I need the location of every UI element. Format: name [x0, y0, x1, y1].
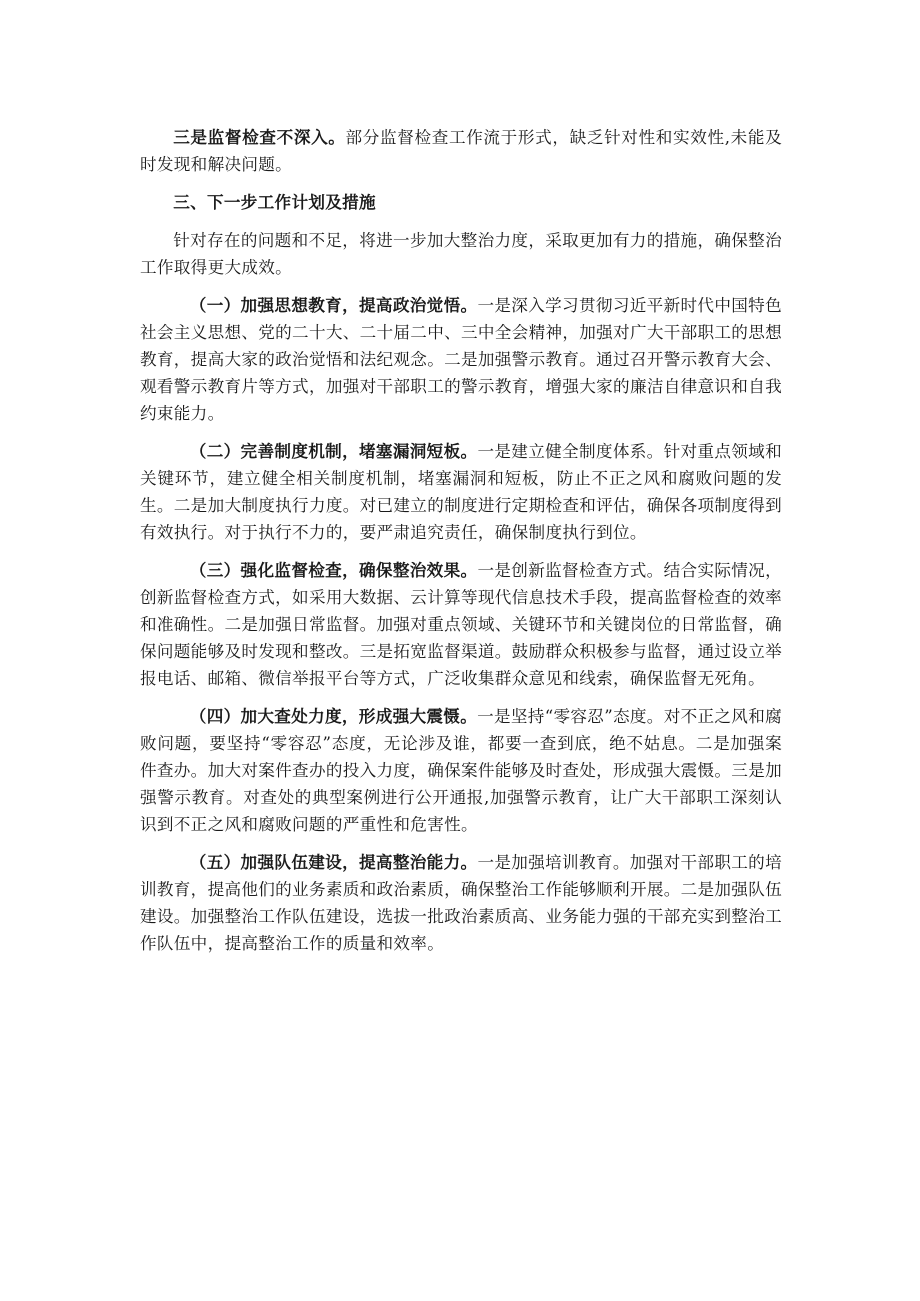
- document-body: [140, 124, 782, 968]
- paragraph-lead: 三是监督检查不深入。: [173, 127, 346, 147]
- measure-paragraph-2: [140, 438, 782, 546]
- measure-paragraph-4: [140, 703, 782, 838]
- paragraph-text: 部分监督检查工作流于形式，缺乏针对性和实效性,未能及时发现和解决问题。: [140, 128, 783, 174]
- measure-paragraph-3: [140, 557, 782, 692]
- paragraph-lead: （五）加强队伍建设，提高整治能力。: [189, 852, 478, 872]
- paragraph-text: 一是坚持“零容忍”态度。对不正之风和腐败问题，要坚持“零容忍”态度，无论涉及谁，都要一查到底，绝不姑息。二是加强案件查办。加大对案件查办的投入力度，确保案件能够及时查处，形成强大震慑。三是加强警示教育。对查处的典型案例进行公开通报,加强警示教育，让广大干部职工深刻认识到不正之风和腐败问题的严重性和危害性。: [140, 707, 782, 834]
- paragraph-text: 一是建立健全制度体系。针对重点领域和关键环节，建立健全相关制度机制，堵塞漏洞和短板，防止不正之风和腐败问题的发生。二是加大制度执行力度。对已建立的制度进行定期检查和评估，确保各项制度得到有效执行。对于执行不力的，要严肃追究责任，确保制度执行到位。: [140, 442, 782, 542]
- measure-paragraph-1: [140, 292, 782, 427]
- paragraph-text: 一是加强培训教育。加强对干部职工的培训教育，提高他们的业务素质和政治素质，确保整治工作能够顺利开展。二是加强队伍建设。加强整治工作队伍建设，选拔一批政治素质高、业务能力强的干部充实到整治工作队伍中，提高整治工作的质量和效率。: [140, 853, 782, 953]
- paragraph-text: 一是深入学习贯彻习近平新时代中国特色社会主义思想、党的二十大、二十届二中、三中全会精神，加强对广大干部职工的思想教育，提高大家的政治觉悟和法纪观念。二是加强警示教育。通过召开警示教育大会、观看警示教育片等方式，加强对干部职工的警示教育，增强大家的廉洁自律意识和自我约束能力。: [140, 296, 782, 423]
- section-intro: 针对存在的问题和不足，将进一步加大整治力度，采取更加有力的措施，确保整治工作取得更大成效。: [140, 231, 782, 277]
- measure-paragraph-5: [140, 849, 782, 957]
- paragraph-lead: （四）加大查处力度，形成强大震慑。: [189, 706, 478, 726]
- paragraph-text: 一是创新监督检查方式。结合实际情况，创新监督检查方式，如采用大数据、云计算等现代信息技术手段，提高监督检查的效率和准确性。二是加强日常监督。加强对重点领域、关键环节和关键岗位的日常监督，确保问题能够及时发现和整改。三是拓宽监督渠道。鼓励群众积极参与监督，通过设立举报电话、邮箱、微信举报平台等方式，广泛收集群众意见和线索，确保监督无死角。: [140, 561, 782, 688]
- paragraph-lead: （二）完善制度机制，堵塞漏洞短板。: [189, 441, 478, 461]
- section-heading: 三、下一步工作计划及措施: [173, 192, 376, 212]
- problem-paragraph-3: [140, 124, 782, 178]
- paragraph-lead: （三）强化监督检查，确保整治效果。: [189, 560, 478, 580]
- paragraph-lead: （一）加强思想教育，提高政治觉悟。: [189, 295, 478, 315]
